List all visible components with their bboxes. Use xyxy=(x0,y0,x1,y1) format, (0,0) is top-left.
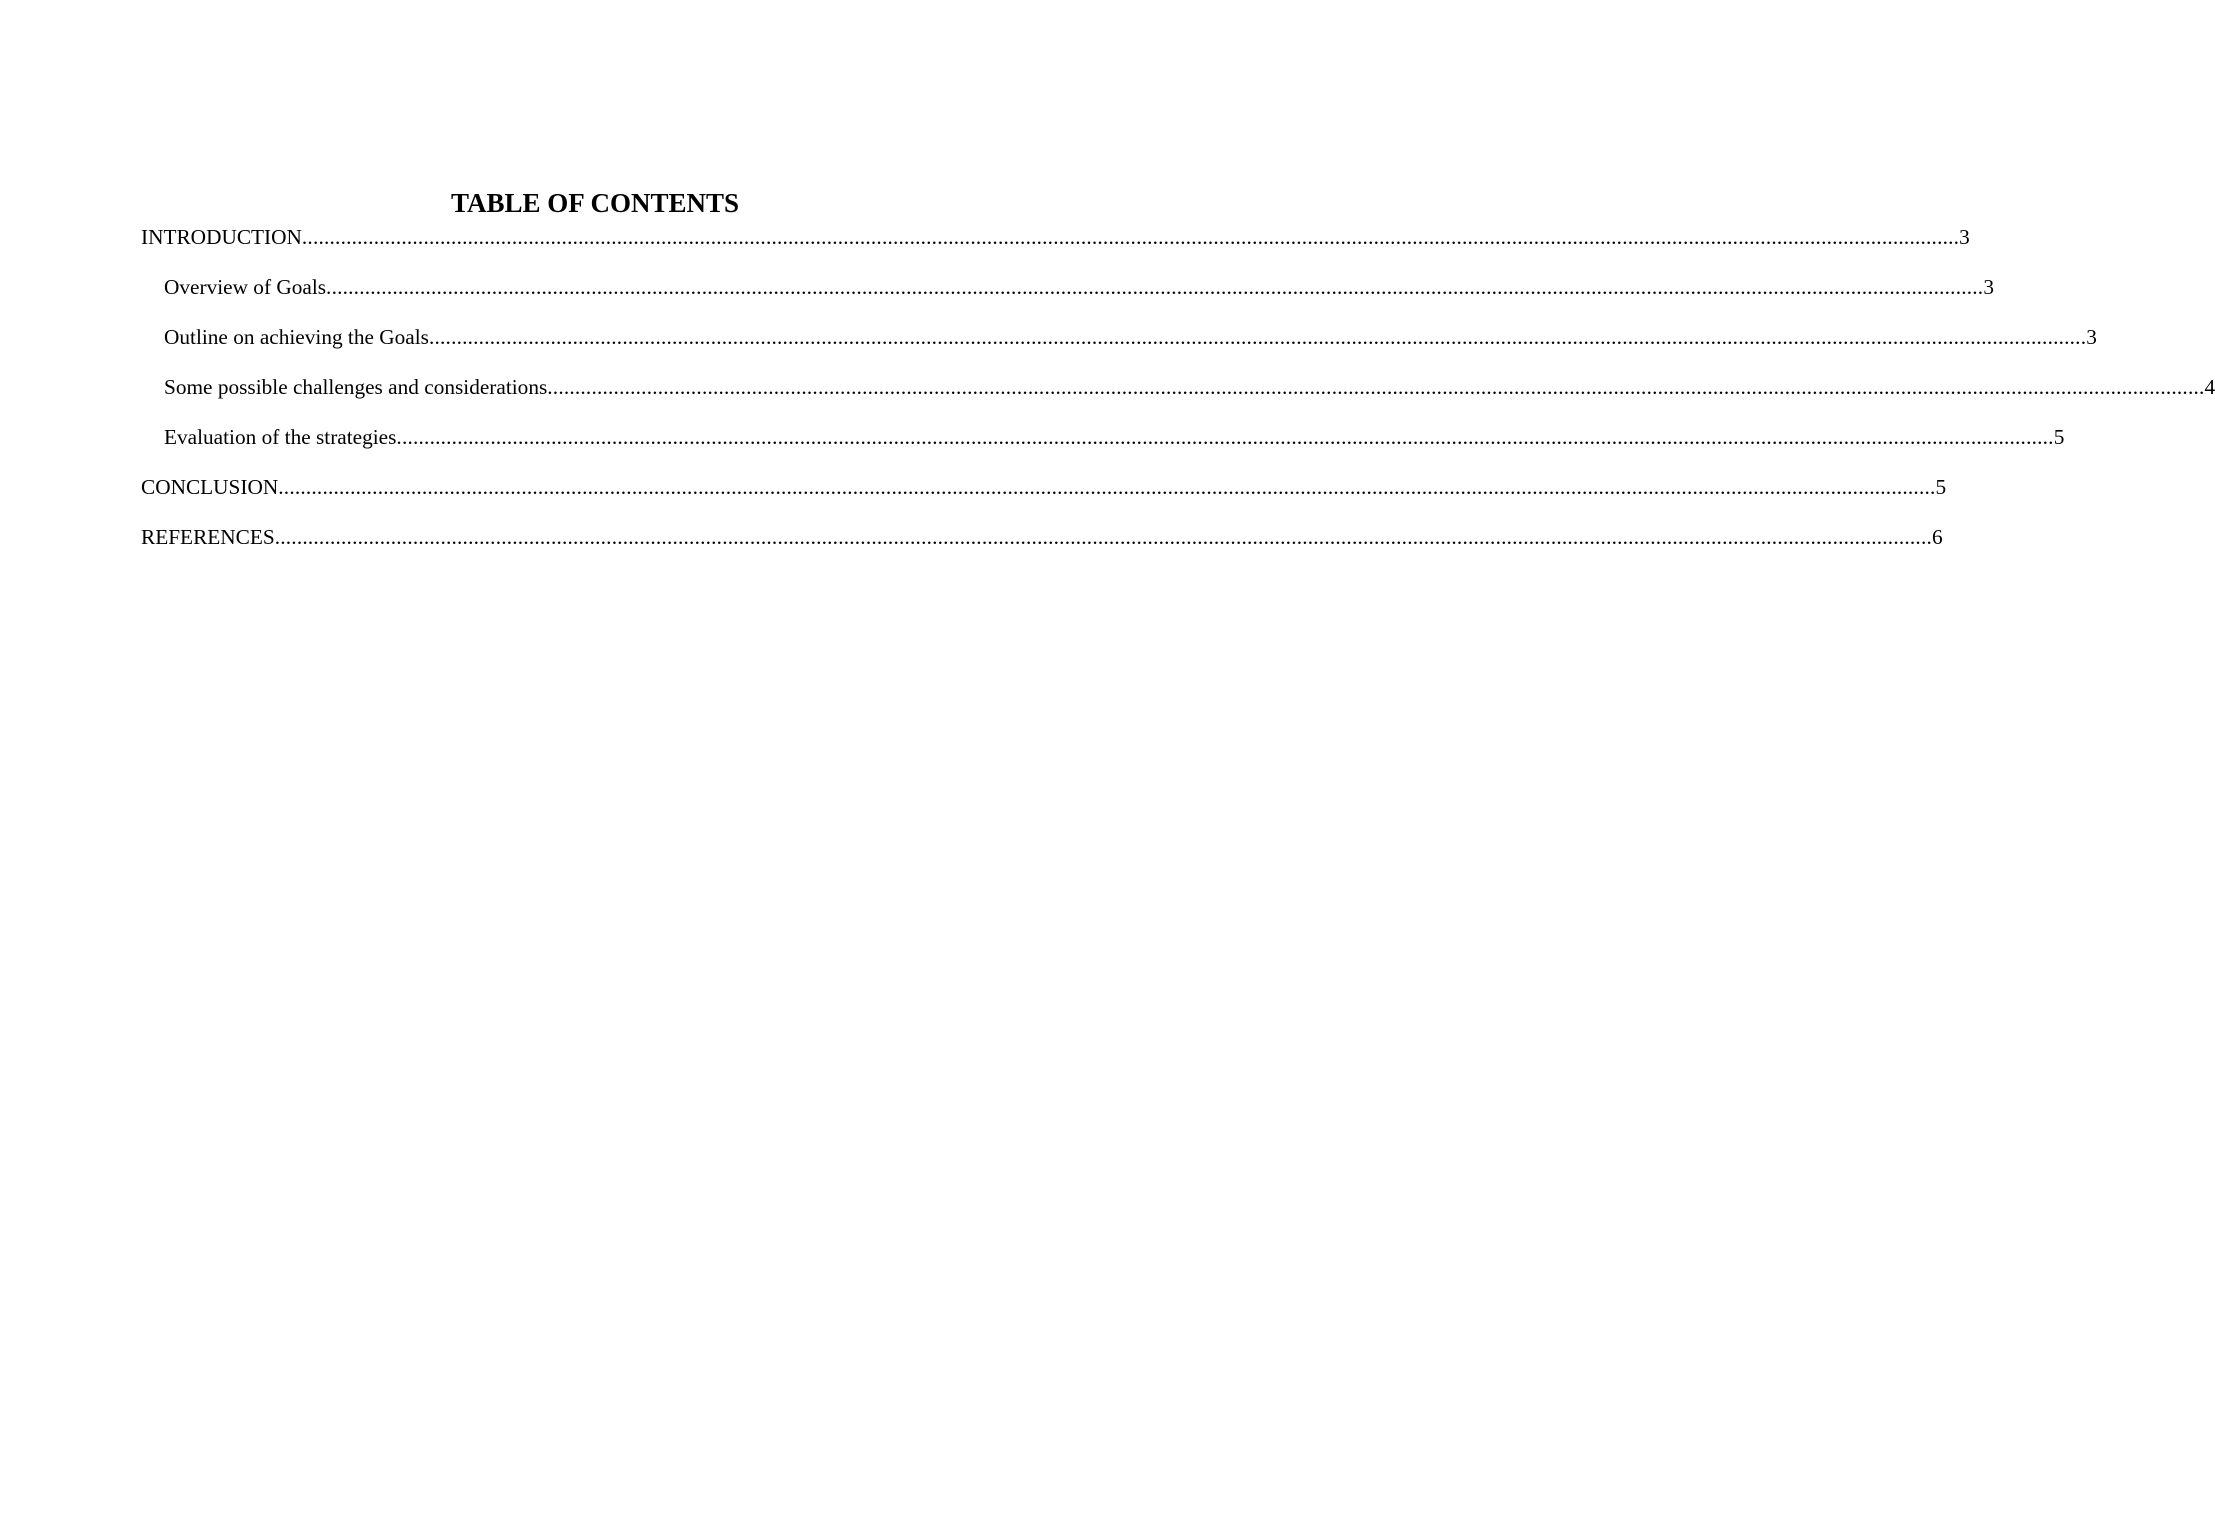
toc-entry-label: Outline on achieving the Goals xyxy=(164,325,429,349)
toc-dot-leader: ............................................................................................................................................................................................................................................................................................................ xyxy=(301,225,1960,249)
toc-entry-outline-on-achieving-goals[interactable] xyxy=(141,322,2097,372)
toc-entry-references[interactable] xyxy=(141,522,1943,572)
toc-entry-label: CONCLUSION xyxy=(141,475,279,499)
toc-dot-leader: ............................................................................................................................................................................................................................................................................................................ xyxy=(547,375,2205,399)
toc-entry-page-number: 3 xyxy=(2086,325,2097,349)
toc-entry-challenges-and-considerations[interactable] xyxy=(141,372,2215,422)
toc-dot-leader: ............................................................................................................................................................................................................................................................................................................ xyxy=(278,475,1936,499)
toc-entry-evaluation-of-strategies[interactable] xyxy=(141,422,2065,472)
toc-dot-leader: ............................................................................................................................................................................................................................................................................................................ xyxy=(428,325,2087,349)
toc-dot-leader: ............................................................................................................................................................................................................................................................................................................ xyxy=(326,275,1984,299)
toc-entry-introduction[interactable] xyxy=(141,222,1970,272)
toc-entry-page-number: 5 xyxy=(2053,425,2065,449)
toc-entry-page-number: 3 xyxy=(1959,225,1970,249)
toc-entry-page-number: 3 xyxy=(1983,275,1994,299)
toc-entry-label: Some possible challenges and considerations xyxy=(164,375,548,399)
toc-entry-page-number: 4 xyxy=(2204,375,2215,399)
toc-entry-overview-of-goals[interactable] xyxy=(141,272,1994,322)
toc-entry-label: INTRODUCTION xyxy=(141,225,302,249)
toc-dot-leader: ............................................................................................................................................................................................................................................................................................................ xyxy=(396,425,2054,449)
toc-entry-label: Overview of Goals xyxy=(164,275,327,299)
toc-list xyxy=(141,222,2215,572)
toc-entry-label: REFERENCES xyxy=(141,525,275,549)
toc-entry-page-number: 6 xyxy=(1932,525,1943,549)
toc-entry-conclusion[interactable] xyxy=(141,472,1947,522)
toc-title: TABLE OF CONTENTS xyxy=(450,188,740,218)
toc-entry-page-number: 5 xyxy=(1935,475,1947,499)
toc-dot-leader: ............................................................................................................................................................................................................................................................................................................ xyxy=(274,525,1932,549)
toc-entry-label: Evaluation of the strategies xyxy=(164,425,397,449)
